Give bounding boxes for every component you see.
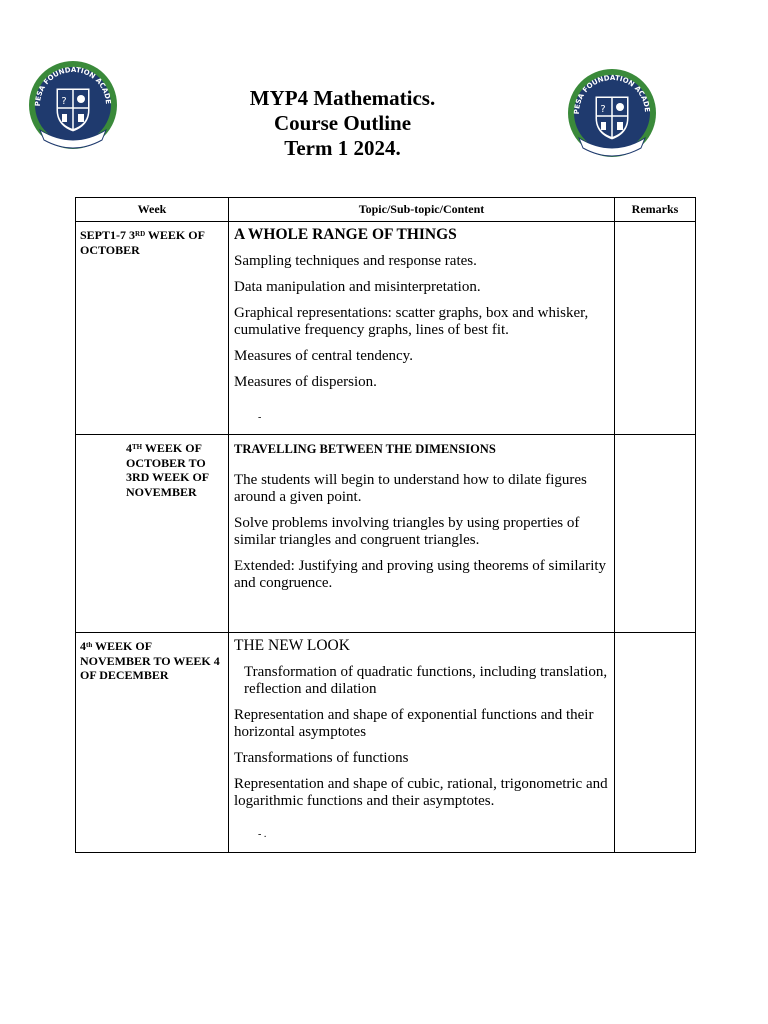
school-logo-right	[557, 66, 667, 166]
list-item: Representation and shape of exponential functions and their horizontal asymptotes	[234, 707, 594, 740]
title-line-3: Term 1 2024.	[284, 136, 401, 160]
list-item: Graphical representations: scatter graphs, box and whisker, cumulative frequency graphs, lines of best fit.	[234, 305, 589, 338]
week-cell	[76, 222, 229, 435]
topic-cell	[229, 633, 615, 853]
list-item: Measures of central tendency.	[234, 348, 413, 364]
header-topic: Topic/Sub-topic/Content	[229, 198, 615, 222]
week-text: 4TH WEEK OF OCTOBER TO 3RD WEEK OF NOVEMBER	[126, 441, 209, 499]
svg-text:?: ?	[61, 96, 67, 107]
list-item: Measures of dispersion.	[234, 374, 377, 390]
list-item: Transformations of functions	[234, 750, 409, 766]
logo-text: PESA FOUNDATION ACADE	[33, 65, 113, 107]
list-item: Transformation of quadratic functions, including translation, reflection and dilation	[244, 664, 608, 697]
topic-title: A WHOLE RANGE OF THINGS	[234, 226, 457, 243]
topic-cell	[229, 222, 615, 435]
document-title	[190, 86, 495, 161]
school-logo-left	[18, 58, 128, 158]
logo-text: PESA FOUNDATION ACADE	[572, 73, 652, 115]
svg-text:?: ?	[600, 104, 606, 115]
remarks-cell	[615, 222, 696, 435]
week-text: SEPT1-7 3RD WEEK OF OCTOBER	[80, 228, 205, 257]
table-row	[76, 222, 696, 435]
topic-cell	[229, 435, 615, 633]
topic-title: THE NEW LOOK	[234, 637, 350, 654]
list-item: Representation and shape of cubic, rational, trigonometric and logarithmic functions and their asymptotes.	[234, 776, 608, 809]
table-header-row	[76, 198, 696, 222]
week-cell	[76, 633, 229, 853]
remarks-cell	[615, 633, 696, 853]
list-item: Extended: Justifying and proving using theorems of similarity and congruence.	[234, 558, 607, 591]
list-item: Solve problems involving triangles by using properties of similar triangles and congruent triangles.	[234, 515, 580, 548]
course-outline-table	[75, 197, 696, 853]
list-item: The students will begin to understand how to dilate figures around a given point.	[234, 472, 587, 505]
list-item: Data manipulation and misinterpretation.	[234, 279, 481, 295]
title-line-2: Course Outline	[273, 111, 412, 135]
trailing-mark: - .	[258, 829, 267, 840]
table-row	[76, 435, 696, 633]
table-row	[76, 633, 696, 853]
remarks-cell	[615, 435, 696, 633]
header-remarks: Remarks	[615, 198, 696, 222]
week-text: 4th WEEK OF NOVEMBER TO WEEK 4 OF DECEMBER	[80, 639, 220, 682]
week-cell	[76, 435, 229, 633]
list-item: Sampling techniques and response rates.	[234, 253, 477, 269]
header-week: Week	[76, 198, 229, 222]
title-line-1: MYP4 Mathematics.	[249, 86, 436, 110]
trailing-mark: -	[258, 412, 262, 423]
topic-title: TRAVELLING BETWEEN THE DIMENSIONS	[234, 442, 496, 456]
